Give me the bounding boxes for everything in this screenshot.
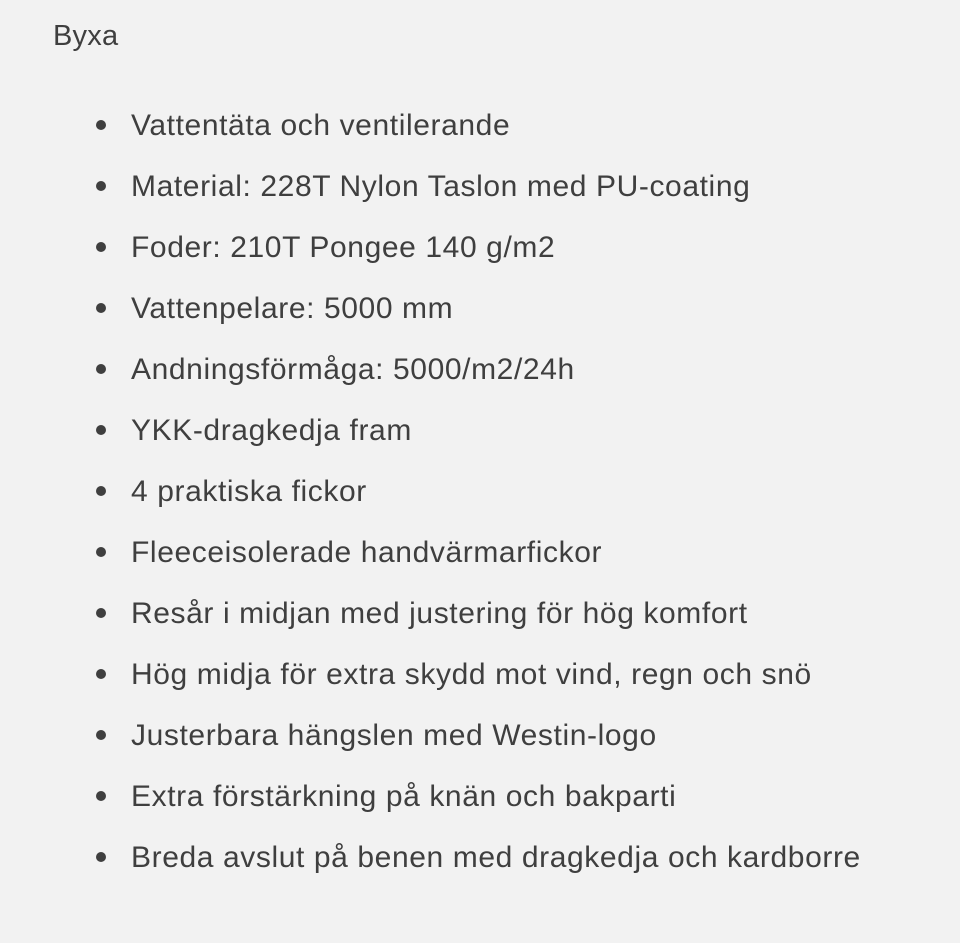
list-item [0, 461, 960, 522]
bullet-icon [96, 547, 106, 557]
feature-list [0, 95, 960, 888]
bullet-icon [96, 242, 106, 252]
bullet-icon [96, 669, 106, 679]
bullet-icon [96, 120, 106, 130]
list-item-text: Fleeceisolerade handvärmarfickor [131, 536, 603, 569]
list-item [0, 827, 960, 888]
list-item-text: Foder: 210T Pongee 140 g/m2 [131, 231, 556, 264]
list-item-text: Justerbara hängslen med Westin-logo [131, 719, 657, 752]
list-item-text: Vattenpelare: 5000 mm [131, 292, 454, 325]
bullet-icon [96, 364, 106, 374]
list-item-text: Extra förstärkning på knän och bakparti [131, 780, 677, 813]
list-item [0, 400, 960, 461]
bullet-icon [96, 852, 106, 862]
bullet-icon [96, 181, 106, 191]
list-item [0, 278, 960, 339]
section-heading: Byxa [53, 20, 119, 52]
list-item-text: Andningsförmåga: 5000/m2/24h [131, 353, 575, 386]
list-item [0, 583, 960, 644]
list-item-text: Material: 228T Nylon Taslon med PU-coating [131, 170, 751, 203]
list-item-text: Vattentäta och ventilerande [131, 109, 511, 142]
list-item [0, 339, 960, 400]
bullet-icon [96, 608, 106, 618]
list-item [0, 705, 960, 766]
list-item [0, 644, 960, 705]
bullet-icon [96, 486, 106, 496]
list-item-text: Resår i midjan med justering för hög komfort [131, 597, 748, 630]
bullet-icon [96, 791, 106, 801]
bullet-icon [96, 303, 106, 313]
bullet-icon [96, 730, 106, 740]
list-item-text: Breda avslut på benen med dragkedja och kardborre [131, 841, 861, 874]
list-item [0, 522, 960, 583]
bullet-icon [96, 425, 106, 435]
list-item [0, 95, 960, 156]
list-item [0, 156, 960, 217]
list-item-text: YKK-dragkedja fram [131, 414, 412, 447]
list-item-text: Hög midja för extra skydd mot vind, regn och snö [131, 658, 812, 691]
list-item-text: 4 praktiska fickor [131, 475, 367, 508]
list-item [0, 766, 960, 827]
list-item [0, 217, 960, 278]
